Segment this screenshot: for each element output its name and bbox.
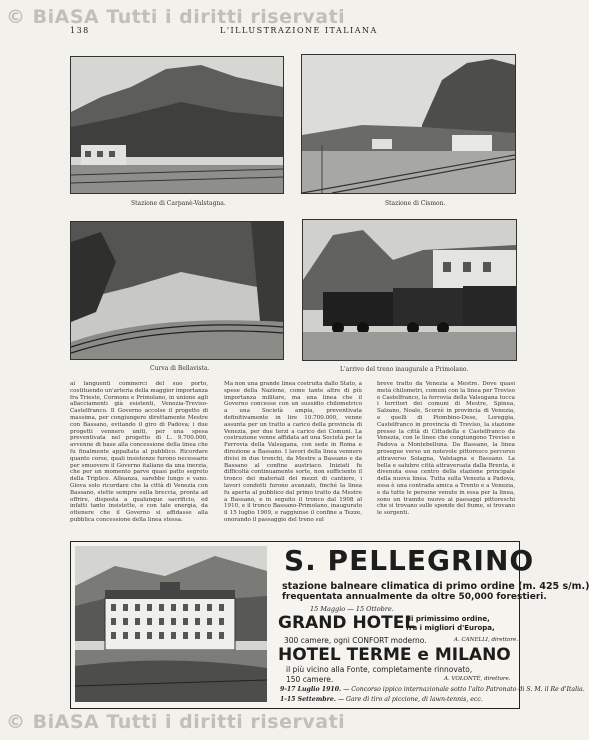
ad-hotel-terme-director: A. VOLONTÈ, direttore. (444, 676, 511, 682)
ad-hotel-terme-rooms: 150 camere. (286, 675, 334, 684)
ad-grand-hotel-sub2: fra i migliori d'Europa, (406, 624, 495, 632)
hotel-illustration (75, 546, 267, 702)
advertisement-san-pellegrino (70, 541, 589, 709)
ad-season: 15 Maggio — 15 Ottobre. (310, 605, 394, 613)
photo-cismon-station (301, 54, 516, 194)
ad-line-frequentata: frequentata annualmente da oltre 50,000 forestieri. (282, 592, 547, 602)
ad-grand-hotel-desc (406, 615, 495, 633)
ad-event-concorso (280, 686, 585, 693)
photo-inaugural-train (302, 219, 517, 361)
ad-brand-name: S. PELLEGRINO (284, 544, 535, 577)
magazine-title: L'ILLUSTRAZIONE ITALIANA (220, 26, 378, 35)
ad-event2-text: — Gare di tiro al piccione, di lawn-tennis, ecc. (337, 696, 483, 703)
ad-grand-hotel-sub1: di primissimo ordine, (406, 615, 490, 623)
caption-inaugural-train: L'arrivo del treno inaugurale a Primolano. (340, 366, 469, 373)
ad-grand-hotel-rooms: 300 camere, ogni CONFORT moderno. (284, 636, 427, 645)
caption-bellavista-curve: Curva di Bellavista. (150, 365, 210, 372)
article-column-2: Ma non una grande linea costruita dallo Stato, a spese della Nazione, come tante altre di più importanza militare, ma una linea che il Governo concesse con un sussidio chilometrico a una Società ampia, preventivata definitivamente in lire 10.700.000, venne assunta per un tratto a carico della provincia di Venezia, per due terzi a carico dei Comuni. La costruzione venne affidata ad una Società per la Ferrovia della Valsugana, con sede in Roma e direzione a Bassano. I lavori della linea vennero divisi in due tronchi, da Mestre a Bassano e da Bassano al confine austriaco. Iniziati fu difficoltà continuamente sorte, non sufficiente il tronco dei materiali dei mezzi di cantiere, i lavori condotti furono avanzati, finché la linea fu aperta al pubblico dal primo tratto da Mestre a Bassano, e in seguito il tronco dal 1908 al 1910, e il tronco Bassano-Primolano, inaugurato il 15 luglio 1909, e raggiunse il confine a Tezze, onorando il passaggio del treno sul (224, 381, 362, 523)
ad-grand-hotel: GRAND HOTEL (278, 613, 416, 633)
ad-event1-date: 9-17 Luglio 1910. (280, 686, 342, 693)
ad-event2-date: 1-15 Settembre. (280, 696, 336, 703)
ad-line-stazione: stazione balneare climatica di primo ordine (m. 425 s/m.) (282, 581, 589, 592)
page-number: 138 (70, 26, 90, 35)
article-column-3: breve tratto da Venezia a Mestre. Dove quasi metà chilometri, comuni con la linea per Treviso e Castelfranco, la ferrovia della Valsugana tocca i territori dei comuni di Mestre, Spinea, Salzano, Noale, Scorzè in provincia di Venezia, e quelli di Piombino-Dese, Loreggia, Castelfranco in provincia di Treviso, la stazione presso la città di Cittadella e Castelfranco da Venezia, con le linee che congiungono Treviso e Padova a Montebelluna. Da Bassano, la linea prosegue verso un notevole pittoresco percorso attraverso Solagna, Valstagna e Bassano. La bella e salubre città attraversata dalla Brenta, è divenuta essa centro della stazione principale della nuova linea. Tutta sulla Venezia a Padova, essa è una contrada amica a Trento e a Venezia, e da tutte le persone venute in essa per la linea, sono un tramite nuovo ai paesaggi pittoreschi che si trovano sulle sponde del fiume, si trovano le sorgenti. (377, 381, 515, 517)
ad-grand-hotel-director: A. CANELLI, direttore. (454, 637, 518, 643)
watermark-top: © BiASA Tutti i diritti riservati (6, 6, 346, 28)
caption-carpane-station: Stazione di Carpanè-Valstagna. (131, 200, 226, 207)
ad-event1-text: — Concorso ippico internazionale sotto l'alto Patronato di S. M. il Re d'Italia. (343, 686, 585, 693)
ad-hotel-terme: HOTEL TERME e MILANO (278, 645, 511, 665)
watermark-bottom: © BiASA Tutti i diritti riservati (6, 711, 346, 733)
ad-hotel-terme-desc: il più vicino alla Fonte, completamente rinnovato, (286, 665, 473, 674)
article-column-1: ai languenti commerci del suo porto, costituendo un'arteria della maggior importanza fra Trieste, Cormons e Primolano, in unione agli allacciamenti già esistenti, Venezia-Treviso-Castelfranco. Il Governo accolse il progetto di massima, per congiungere direttamente Mestre con Bassano, evitando il giro di Padova; i due progetti vennero uniti, per una spesa preventivata nel progetto di L. 9.700.000, avvenne di base alla concessione della linea che fu finalmente appaltata al pubblico. Ricordare quanto corse, quali insistenze furono necessarie per smuovere il Governo italiano da una inerzia, che per un momento parve quasi patto segreto della Triplice. Alleanza, sarebbe lungo e vano. Giova solo ricordare che la città di Venezia con Bassano, stette sempre sulla breccia, pronta ad offrire, disposta a qualunque sacrificio, ed infatti tanto insistette, e con tale energia, da ottenere che il Governo si affidasse alla pubblica concessione della linea stessa. (70, 381, 208, 523)
ad-event-gare (280, 696, 483, 703)
photo-bellavista-curve (70, 221, 284, 360)
photo-carpane-station (70, 56, 284, 194)
caption-cismon-station: Stazione di Cismon. (385, 200, 446, 207)
